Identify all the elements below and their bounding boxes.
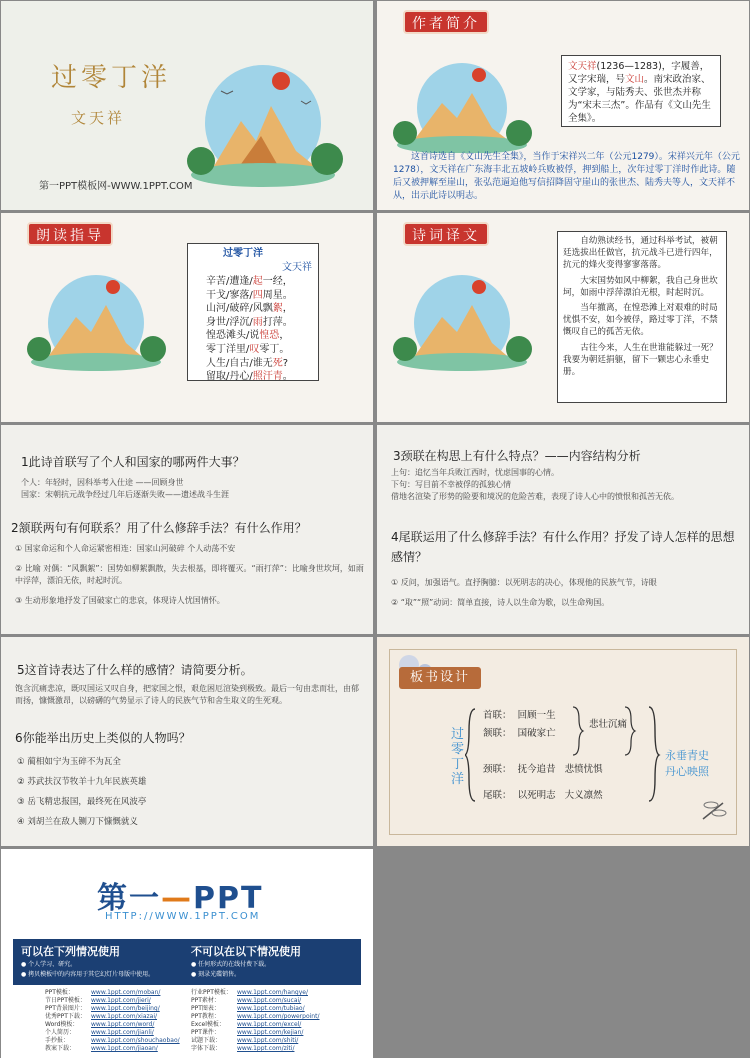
answer-3-summary: 借地名渲染了形势的险要和境况的危险苦难，表现了诗人心中的愤恨和孤苦无依。 xyxy=(391,492,679,501)
poem-line-tail: 零丁。 xyxy=(259,343,290,355)
poem-line-tail: 一经， xyxy=(262,276,293,287)
translation-paragraph: 古往今来，人生在世谁能躲过一死？我要为朝廷捐躯，留下一颗忠心永垂史册。 xyxy=(563,342,718,378)
answer-1-personal: 个人：年轻时，因科举考入仕途 ——回顾身世 xyxy=(21,478,184,487)
poem-line xyxy=(206,289,312,303)
link-row[interactable] xyxy=(45,1013,195,1021)
poem-line-stress: 死 xyxy=(272,357,283,369)
poem-line-tail: 周星。 xyxy=(262,289,293,301)
link-row[interactable] xyxy=(191,1037,351,1045)
question-5: 5这首诗表达了什么样的感情？请简要分析。 xyxy=(17,663,253,677)
poem-line-text: 留取/丹心/ xyxy=(206,371,253,383)
link-row[interactable] xyxy=(191,989,351,997)
landscape-illustration xyxy=(21,265,171,375)
poem-box xyxy=(187,243,319,381)
link-label: PPT素材： xyxy=(191,997,220,1004)
translation-paragraph: 自幼熟读经书，通过科举考试，被朝廷选拔出任做官，抗元战斗已进行四年，抗元的烽火变得寥寥落落。 xyxy=(563,236,718,271)
link-label: 试题下载： xyxy=(191,1037,222,1044)
link-row[interactable] xyxy=(45,989,195,997)
link-url[interactable]: www.1ppt.com/hangye/ xyxy=(237,989,308,996)
slide-translation[interactable] xyxy=(377,213,749,422)
question-2: 2颔联两句有何联系？用了什么修辞手法？有什么作用？ xyxy=(11,521,307,535)
slide-title[interactable] xyxy=(1,1,373,210)
link-label: PPT模板： xyxy=(45,989,74,996)
row-1-value: 回顾一生 xyxy=(517,710,556,721)
board-row-4 xyxy=(483,787,603,801)
link-label: 手抄报： xyxy=(45,1037,70,1044)
slide-q3-q4[interactable] xyxy=(377,425,749,634)
landscape-illustration xyxy=(387,53,537,153)
reading-guide-tag: 朗读指导 xyxy=(27,222,113,246)
question-3: 3颈联在构思上有什么特点？——内容结构分析 xyxy=(393,449,641,463)
poem-line xyxy=(206,316,312,330)
poem-line-stress: 絮 xyxy=(272,303,283,315)
row-4-value-1: 以死明志 xyxy=(517,790,556,801)
link-row[interactable] xyxy=(45,1021,195,1029)
poem-line-stress: 起 xyxy=(252,276,263,287)
poem-line xyxy=(206,343,312,357)
link-row[interactable] xyxy=(45,997,195,1005)
translation-paragraph: 大宋国势如风中柳絮，我自己身世坎坷，如雨中浮萍漂泊无根，时起时沉。 xyxy=(563,275,718,298)
row-4-value-2: 大义凛然 xyxy=(564,790,603,801)
logo-part-a: 第一 xyxy=(97,881,161,916)
poem-line-text: 干戈/寥落/ xyxy=(206,289,253,301)
row-3-value-1: 抚今追昔 xyxy=(517,764,556,775)
dragonfly-icon xyxy=(699,797,729,823)
poem-line xyxy=(206,357,312,371)
poem-line-stress: 四 xyxy=(252,289,263,301)
poem-title: 过零丁洋 xyxy=(223,248,263,259)
link-row[interactable] xyxy=(45,1029,195,1037)
slide-author-text: 文天祥 xyxy=(71,109,126,127)
slide-q5-q6[interactable] xyxy=(1,637,373,846)
cannot-title: 不可以在以下情况使用 xyxy=(191,945,301,958)
answer-4-1: ① 反问，加强语气。直抒胸臆：以死明志的决心，体现他的民族气节，诗眼 xyxy=(391,578,657,587)
can-2: ● 拷贝模板中的内容用于其它幻灯片母版中使用。 xyxy=(21,971,155,978)
link-url[interactable]: www.1ppt.com/xiazai/ xyxy=(91,1013,158,1020)
slide-reading-guide[interactable] xyxy=(1,213,373,422)
link-label: 个人简历： xyxy=(45,1029,76,1036)
poem-line xyxy=(206,275,312,289)
link-url[interactable]: www.1ppt.com/word/ xyxy=(91,1021,155,1028)
cannot-2: ● 刻录光碟销售。 xyxy=(191,971,241,978)
translation-paragraph: 当年撤离，在惶恐滩上对艰难的时局忧惧不安，如今被俘，路过零丁洋，不禁慨叹自己的孤苦无依。 xyxy=(563,303,718,338)
board-row-2 xyxy=(483,725,556,739)
row-4-label: 尾联： xyxy=(483,790,512,801)
slide-title-text: 过零丁洋 xyxy=(51,63,172,93)
link-url[interactable]: www.1ppt.com/moban/ xyxy=(91,989,161,996)
answer-4-2: ② “取”“照”动词：简单直接，诗人以生命为歌，以生命殉国。 xyxy=(391,598,610,607)
poem-line xyxy=(206,329,312,343)
author-years: (1236—1283) xyxy=(596,61,662,72)
link-url[interactable]: www.1ppt.com/shouchaobao/ xyxy=(91,1037,180,1044)
link-label: PPT课件： xyxy=(191,1029,220,1036)
answer-2-3: ③ 生动形象地抒发了国破家亡的悲哀，体现诗人忧国情怀。 xyxy=(15,596,225,605)
poem-line-stress: 雨 xyxy=(252,316,263,328)
link-label: 优秀PPT下载： xyxy=(45,1013,86,1020)
link-url[interactable]: www.1ppt.com/jieri/ xyxy=(91,997,151,1004)
poem-line-text: 零丁洋里/ xyxy=(206,343,250,355)
hero-item: ① 蔺相如宁为玉碎不为瓦全 xyxy=(17,757,121,767)
slide-author-intro[interactable] xyxy=(377,1,749,210)
board-design-tag: 板书设计 xyxy=(399,667,481,689)
translation-box xyxy=(557,231,727,403)
slide-ad[interactable] xyxy=(1,849,373,1058)
link-row[interactable] xyxy=(191,1005,351,1013)
board-vertical-title: 过零丁洋 xyxy=(451,727,465,787)
link-label: PPT背景图片： xyxy=(45,1005,86,1012)
poem-author: 文天祥 xyxy=(282,262,312,273)
author-bio-box xyxy=(561,55,721,127)
poem-line-stress: 叹 xyxy=(249,343,260,355)
hero-item: ③ 岳飞精忠报国，最终死在风波亭 xyxy=(17,797,147,807)
link-url[interactable]: www.1ppt.com/ziti/ xyxy=(237,1045,295,1052)
hero-item: ② 苏武扶汉节牧羊十九年民族英雄 xyxy=(17,777,147,787)
poem-line-tail: 。 xyxy=(282,371,293,383)
link-row[interactable] xyxy=(191,1045,351,1053)
logo-text: 第一—PPT xyxy=(97,881,264,916)
link-label: PPT图表： xyxy=(191,1005,220,1012)
poem-line-stress: 惶恐 xyxy=(259,330,280,342)
poem-line-text: 惶恐滩头/说 xyxy=(206,330,260,342)
slide-board-design[interactable] xyxy=(377,637,749,846)
board-mid-label: 悲壮沉痛 xyxy=(589,719,628,730)
link-row[interactable] xyxy=(191,997,351,1005)
link-row[interactable] xyxy=(191,1021,351,1029)
translation-tag: 诗词译文 xyxy=(403,222,489,246)
link-url[interactable]: www.1ppt.com/sucai/ xyxy=(237,997,302,1004)
hero-list xyxy=(17,755,357,835)
logo-part-b: PPT xyxy=(193,881,264,916)
answer-2-2: ② 比喻 对偶：“风飘絮”：国势如柳絮飘散，失去根基，即将覆灭。“雨打萍”：比喻身世坎坷，如雨中浮萍，漂泊无依，时起时沉。 xyxy=(15,564,364,585)
link-label: 行业PPT模板： xyxy=(191,989,232,996)
link-url[interactable]: www.1ppt.com/powerpoint/ xyxy=(237,1013,320,1020)
usage-panel xyxy=(13,939,361,985)
link-label: Excel模板： xyxy=(191,1021,225,1028)
poem-line-text: 山河/破碎/风飘 xyxy=(206,303,273,315)
link-label: 字体下载： xyxy=(191,1045,222,1052)
board-conclusion-2: 丹心映照 xyxy=(665,765,709,778)
poem-line xyxy=(206,370,312,384)
answer-2-1: ① 国家命运和个人命运紧密相连：国家山河破碎 个人动荡不安 xyxy=(15,544,236,553)
link-url[interactable]: www.1ppt.com/tubiao/ xyxy=(237,1005,305,1012)
answer-3-upper: 上句：追忆当年兵败江西时，忧虑国事的心情。 xyxy=(391,468,559,477)
landscape-illustration xyxy=(387,265,537,375)
logo-url: HTTP://WWW.1PPT.COM xyxy=(105,911,261,922)
answer-5: 饱含沉痛悲凉，既叹国运又叹自身，把家国之恨，艰危困厄渲染到极致。最后一句由悲而壮，由郁而扬，慷慨激昂，以磅礴的气势显示了诗人的民族气节和舍生取义的生死观。 xyxy=(15,684,359,705)
poem-line-tail: ? xyxy=(282,357,289,369)
author-hao: 文山 xyxy=(625,74,645,85)
link-label: 教案下载： xyxy=(45,1045,76,1052)
question-1: 1此诗首联写了个人和国家的哪两件大事？ xyxy=(21,455,245,469)
poem-line xyxy=(206,302,312,316)
can-title: 可以在下列情况使用 xyxy=(21,945,120,958)
poem-line-tail: ， xyxy=(279,330,290,342)
board-conclusion-1: 永垂青史 xyxy=(665,749,709,762)
links-left xyxy=(45,989,195,1053)
board-row-3 xyxy=(483,761,603,775)
poem-line-tail: ， xyxy=(282,303,293,315)
poem-line-text: 身世/浮沉/ xyxy=(206,316,253,328)
link-row[interactable] xyxy=(45,1037,195,1045)
poem-line-stress: 照汗青 xyxy=(252,371,283,383)
poem-background-text: 这首诗选自《文山先生全集》，当作于宋祥兴二年（公元1279）。宋祥兴元年（公元1278），文天祥在广东海丰北五坡岭兵败被俘，押到船上，次年过零丁洋时作此诗。随后又被押解至崖山，张弘范逼迫他写信招降固守崖山的张世杰、陆秀夫等人，文天祥不从，出示此诗以明志。 xyxy=(393,152,740,201)
board-row-1 xyxy=(483,707,556,721)
slide-q1-q2[interactable] xyxy=(1,425,373,634)
landscape-illustration xyxy=(181,51,351,191)
answer-3-lower: 下句：写目前不幸被俘的孤独心情 xyxy=(391,480,511,489)
row-2-value: 国破家亡 xyxy=(517,728,556,739)
poem-lines xyxy=(194,275,312,384)
link-label: Word模板： xyxy=(45,1021,79,1028)
author-bio-1: ，字履善，又字宋瑞，号 xyxy=(568,61,710,85)
site-label: 第一PPT模板网-WWW.1PPT.COM xyxy=(39,181,193,192)
row-1-label: 首联： xyxy=(483,710,512,721)
link-url[interactable]: www.1ppt.com/jiaoan/ xyxy=(91,1045,158,1052)
link-row[interactable] xyxy=(191,1013,351,1021)
row-3-label: 颈联： xyxy=(483,764,512,775)
poem-line-text: 辛苦/遭逢/ xyxy=(206,276,253,287)
poem-line-tail: 打萍。 xyxy=(262,316,293,328)
link-url[interactable]: www.1ppt.com/kejian/ xyxy=(237,1029,304,1036)
links-right xyxy=(191,989,351,1053)
poem-line-text: 人生/自古/谁无 xyxy=(206,357,273,369)
author-name: 文天祥 xyxy=(568,61,597,72)
link-url[interactable]: www.1ppt.com/shiti/ xyxy=(237,1037,299,1044)
link-url[interactable]: www.1ppt.com/jianli/ xyxy=(91,1029,154,1036)
link-label: 节日PPT模板： xyxy=(45,997,86,1004)
link-label: PPT教程： xyxy=(191,1013,220,1020)
can-1: ● 个人学习、研究。 xyxy=(21,961,77,968)
question-6: 6你能举出历史上类似的人物吗？ xyxy=(15,731,191,745)
author-bio-2: 。南宋政治家、文学家，与陆秀夫、张世杰并称为“宋末三杰”。作品有《文山先生全集》。 xyxy=(568,74,711,124)
row-3-value-2: 悲愤忧惧 xyxy=(564,764,603,775)
hero-item: ④ 刘胡兰在敌人铡刀下慷慨就义 xyxy=(17,817,138,827)
link-row[interactable] xyxy=(45,1045,195,1053)
cannot-1: ● 任何形式的在线付费下载。 xyxy=(191,961,271,968)
link-row[interactable] xyxy=(45,1005,195,1013)
question-4: 4尾联运用了什么修辞手法？有什么作用？抒发了诗人怎样的思想感情？ xyxy=(391,530,735,564)
link-row[interactable] xyxy=(191,1029,351,1037)
link-url[interactable]: www.1ppt.com/beijing/ xyxy=(91,1005,160,1012)
author-intro-tag: 作者简介 xyxy=(403,10,489,34)
link-url[interactable]: www.1ppt.com/excel/ xyxy=(237,1021,302,1028)
answer-1-nation: 国家：宋朝抗元战争经过几年后逐渐失败——遗述战斗生涯 xyxy=(21,490,229,499)
row-2-label: 颔联： xyxy=(483,728,512,739)
